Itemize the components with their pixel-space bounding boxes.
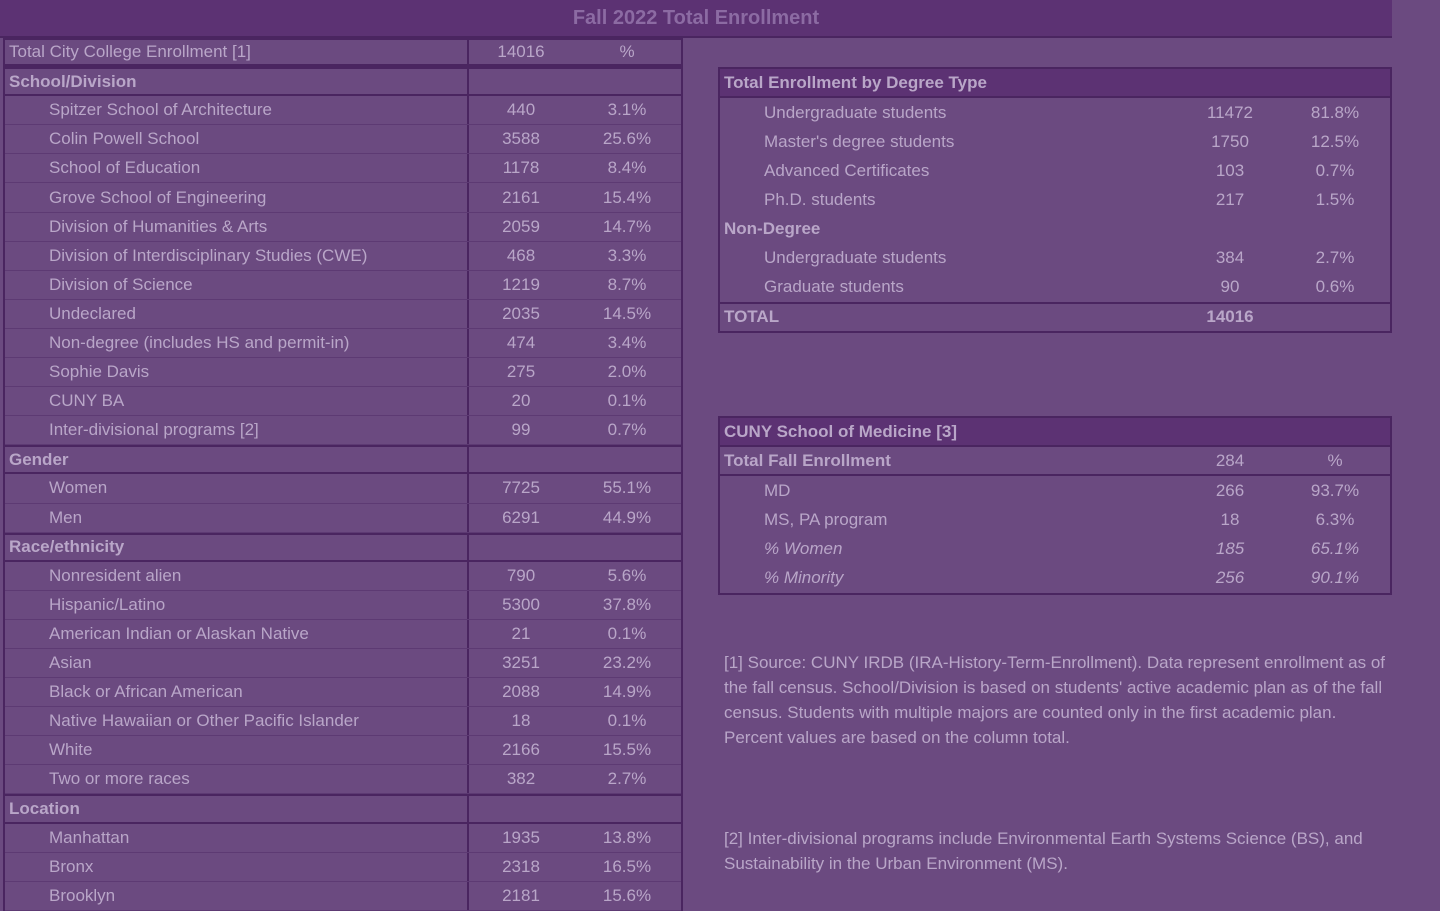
row-count: 11472 bbox=[1206, 102, 1253, 122]
row-label: Undeclared bbox=[5, 300, 469, 328]
row-percent: 12.5% bbox=[1310, 131, 1360, 151]
row-count: 2035 bbox=[502, 303, 540, 323]
table-row bbox=[5, 882, 681, 911]
row-label: % Minority bbox=[764, 568, 844, 588]
row-percent: 0.1% bbox=[607, 391, 647, 411]
row-count: 384 bbox=[1215, 248, 1245, 268]
row-label: Bronx bbox=[5, 853, 469, 881]
table-row bbox=[5, 154, 681, 183]
row-percent: 2.0% bbox=[607, 362, 647, 382]
row-label: Asian bbox=[5, 649, 469, 677]
table-row bbox=[5, 416, 681, 445]
table-row bbox=[5, 213, 681, 242]
row-percent: 55.1% bbox=[602, 478, 652, 498]
row-count: 2161 bbox=[502, 187, 540, 207]
row-label: Colin Powell School bbox=[5, 125, 469, 153]
row-label: Master's degree students bbox=[764, 131, 955, 151]
table-row bbox=[5, 707, 681, 736]
row-count: 2318 bbox=[502, 856, 540, 876]
section-header-row bbox=[720, 214, 1390, 243]
header-pct: % bbox=[619, 42, 635, 62]
row-percent: 0.1% bbox=[607, 623, 647, 643]
row-count: 20 bbox=[511, 391, 531, 411]
row-count: 1750 bbox=[1211, 131, 1249, 151]
row-label: Race/ethnicity bbox=[5, 535, 469, 560]
table-row bbox=[5, 271, 681, 300]
section-header-row bbox=[5, 794, 681, 823]
footnote-2: [2] Inter-divisional programs include Environmental Earth Systems Science (BS), and Sustainability in the Urban Environment (MS). bbox=[724, 829, 1363, 873]
row-label: Nonresident alien bbox=[5, 562, 469, 590]
row-count: 90 bbox=[1220, 277, 1240, 297]
medicine-table-title-label: CUNY School of Medicine [3] bbox=[724, 421, 957, 441]
header-label: Total City College Enrollment [1] bbox=[5, 40, 469, 64]
section-header-row bbox=[5, 533, 681, 562]
row-percent: 44.9% bbox=[602, 507, 652, 527]
row-count: 266 bbox=[1215, 480, 1245, 500]
row-label: Location bbox=[5, 796, 469, 821]
row-percent: 6.3% bbox=[1315, 509, 1355, 529]
row-percent: 2.7% bbox=[607, 769, 647, 789]
table-row bbox=[720, 534, 1390, 563]
row-percent: 15.6% bbox=[602, 885, 652, 905]
row-percent: 16.5% bbox=[602, 856, 652, 876]
row-percent: 14.7% bbox=[602, 216, 652, 236]
medicine-table-title bbox=[720, 418, 1390, 447]
table-row bbox=[720, 505, 1390, 534]
row-label: Gender bbox=[5, 447, 469, 472]
row-label: Brooklyn bbox=[5, 882, 469, 910]
row-count: 185 bbox=[1215, 538, 1245, 558]
row-percent: 3.4% bbox=[607, 332, 647, 352]
row-label: Ph.D. students bbox=[764, 189, 876, 209]
row-percent: 93.7% bbox=[1310, 480, 1360, 500]
table-row bbox=[720, 156, 1390, 185]
row-percent: 0.7% bbox=[1315, 160, 1355, 180]
header-total: 14016 bbox=[497, 42, 545, 62]
table-row bbox=[720, 273, 1390, 302]
row-percent: 81.8% bbox=[1310, 102, 1360, 122]
medicine-sub-label: Total Fall Enrollment bbox=[724, 450, 891, 470]
table-row bbox=[5, 300, 681, 329]
row-count: 3251 bbox=[502, 653, 540, 673]
row-count: 468 bbox=[506, 245, 536, 265]
table-row bbox=[5, 824, 681, 853]
row-label: American Indian or Alaskan Native bbox=[5, 620, 469, 648]
total-row bbox=[720, 302, 1390, 331]
row-percent: 37.8% bbox=[602, 594, 652, 614]
table-row bbox=[720, 563, 1390, 592]
row-percent: 3.3% bbox=[607, 245, 647, 265]
table-row bbox=[5, 387, 681, 416]
row-count: 99 bbox=[511, 420, 531, 440]
row-count: 18 bbox=[511, 711, 531, 731]
row-label: Undergraduate students bbox=[764, 248, 947, 268]
row-label: Division of Science bbox=[5, 271, 469, 299]
row-label: % Women bbox=[764, 538, 843, 558]
row-percent: 2.7% bbox=[1315, 248, 1355, 268]
table-row bbox=[720, 185, 1390, 214]
row-label: Black or African American bbox=[5, 678, 469, 706]
row-label: Manhattan bbox=[5, 824, 469, 852]
row-label: Hispanic/Latino bbox=[5, 591, 469, 619]
row-percent: 5.6% bbox=[607, 565, 647, 585]
row-count: 18 bbox=[1220, 509, 1240, 529]
page-title: Fall 2022 Total Enrollment bbox=[0, 0, 1392, 38]
table-row bbox=[5, 678, 681, 707]
total-value: 14016 bbox=[1206, 307, 1254, 327]
total-label: TOTAL bbox=[724, 307, 780, 327]
row-label: Non-Degree bbox=[724, 219, 821, 239]
row-percent: 65.1% bbox=[1310, 538, 1360, 558]
table-row bbox=[5, 474, 681, 503]
row-count: 2166 bbox=[502, 740, 540, 760]
row-label: School/Division bbox=[5, 69, 469, 94]
medicine-sub-total: 284 bbox=[1215, 450, 1245, 470]
table-row bbox=[5, 649, 681, 678]
row-percent: 1.5% bbox=[1315, 189, 1355, 209]
row-count: 217 bbox=[1215, 189, 1245, 209]
row-label: Non-degree (includes HS and permit-in) bbox=[5, 329, 469, 357]
row-count: 790 bbox=[506, 565, 536, 585]
row-label: White bbox=[5, 736, 469, 764]
row-count: 6291 bbox=[502, 507, 540, 527]
medicine-subheader-row bbox=[720, 447, 1390, 476]
row-percent: 0.6% bbox=[1315, 277, 1355, 297]
table-row bbox=[720, 476, 1390, 505]
row-count: 2088 bbox=[502, 682, 540, 702]
table-row bbox=[5, 329, 681, 358]
table-row bbox=[5, 853, 681, 882]
row-count: 1935 bbox=[502, 827, 540, 847]
row-count: 7725 bbox=[502, 478, 540, 498]
row-label: MD bbox=[764, 480, 791, 500]
table-row bbox=[5, 591, 681, 620]
row-label: Grove School of Engineering bbox=[5, 183, 469, 211]
table-row bbox=[720, 98, 1390, 127]
row-percent: 8.4% bbox=[607, 158, 647, 178]
row-count: 2059 bbox=[502, 216, 540, 236]
row-count: 275 bbox=[506, 362, 536, 382]
footnote-1: [1] Source: CUNY IRDB (IRA-History-Term-Enrollment). Data represent enrollment as of the fall census. School/Division is based on students' active academic plan as of the fall census. Students with multiple majors are counted only in the first academic plan. Percent values are based on the column total. bbox=[724, 653, 1385, 747]
table-header-row bbox=[5, 38, 681, 67]
row-label: MS, PA program bbox=[764, 509, 888, 529]
row-percent: 23.2% bbox=[602, 653, 652, 673]
table-row bbox=[5, 504, 681, 533]
medicine-table bbox=[718, 416, 1392, 595]
row-percent: 0.1% bbox=[607, 711, 647, 731]
row-count: 256 bbox=[1215, 568, 1245, 588]
row-label: Spitzer School of Architecture bbox=[5, 96, 469, 124]
row-count: 103 bbox=[1215, 160, 1245, 180]
table-row bbox=[5, 736, 681, 765]
row-count: 3588 bbox=[502, 129, 540, 149]
row-count: 5300 bbox=[502, 594, 540, 614]
row-label: Two or more races bbox=[5, 765, 469, 793]
row-label: Graduate students bbox=[764, 277, 904, 297]
row-count: 474 bbox=[506, 332, 536, 352]
row-label: Division of Interdisciplinary Studies (CWE) bbox=[5, 242, 469, 270]
row-label: Men bbox=[5, 504, 469, 532]
row-percent: 25.6% bbox=[602, 129, 652, 149]
row-percent: 0.7% bbox=[607, 420, 647, 440]
section-header-row bbox=[5, 445, 681, 474]
row-percent: 15.4% bbox=[602, 187, 652, 207]
row-label: Advanced Certificates bbox=[764, 160, 930, 180]
row-label: School of Education bbox=[5, 154, 469, 182]
table-row bbox=[5, 242, 681, 271]
row-count: 1219 bbox=[502, 274, 540, 294]
row-count: 21 bbox=[511, 623, 531, 643]
row-percent: 3.1% bbox=[607, 100, 647, 120]
table-row bbox=[5, 96, 681, 125]
row-label: Native Hawaiian or Other Pacific Islander bbox=[5, 707, 469, 735]
medicine-sub-pct: % bbox=[1327, 450, 1343, 470]
row-percent: 15.5% bbox=[602, 740, 652, 760]
row-percent: 14.5% bbox=[602, 303, 652, 323]
section-header-row bbox=[5, 67, 681, 96]
row-label: Sophie Davis bbox=[5, 358, 469, 386]
row-percent: 90.1% bbox=[1310, 568, 1360, 588]
table-row bbox=[720, 244, 1390, 273]
row-count: 382 bbox=[506, 769, 536, 789]
table-row bbox=[5, 183, 681, 212]
row-count: 1178 bbox=[502, 158, 540, 178]
row-count: 440 bbox=[506, 100, 536, 120]
table-row bbox=[5, 358, 681, 387]
row-label: CUNY BA bbox=[5, 387, 469, 415]
degree-type-table bbox=[718, 67, 1392, 333]
row-label: Inter-divisional programs [2] bbox=[5, 416, 469, 444]
enrollment-table bbox=[3, 38, 683, 911]
row-label: Division of Humanities & Arts bbox=[5, 213, 469, 241]
table-row bbox=[5, 765, 681, 794]
row-percent: 8.7% bbox=[607, 274, 647, 294]
row-label: Undergraduate students bbox=[764, 102, 947, 122]
row-percent: 14.9% bbox=[602, 682, 652, 702]
row-count: 2181 bbox=[502, 885, 540, 905]
table-row bbox=[720, 127, 1390, 156]
degree-table-title bbox=[720, 69, 1390, 98]
row-label: Women bbox=[5, 474, 469, 502]
table-row bbox=[5, 562, 681, 591]
degree-table-title-label: Total Enrollment by Degree Type bbox=[724, 72, 987, 92]
row-percent: 13.8% bbox=[602, 827, 652, 847]
table-row bbox=[5, 620, 681, 649]
table-row bbox=[5, 125, 681, 154]
